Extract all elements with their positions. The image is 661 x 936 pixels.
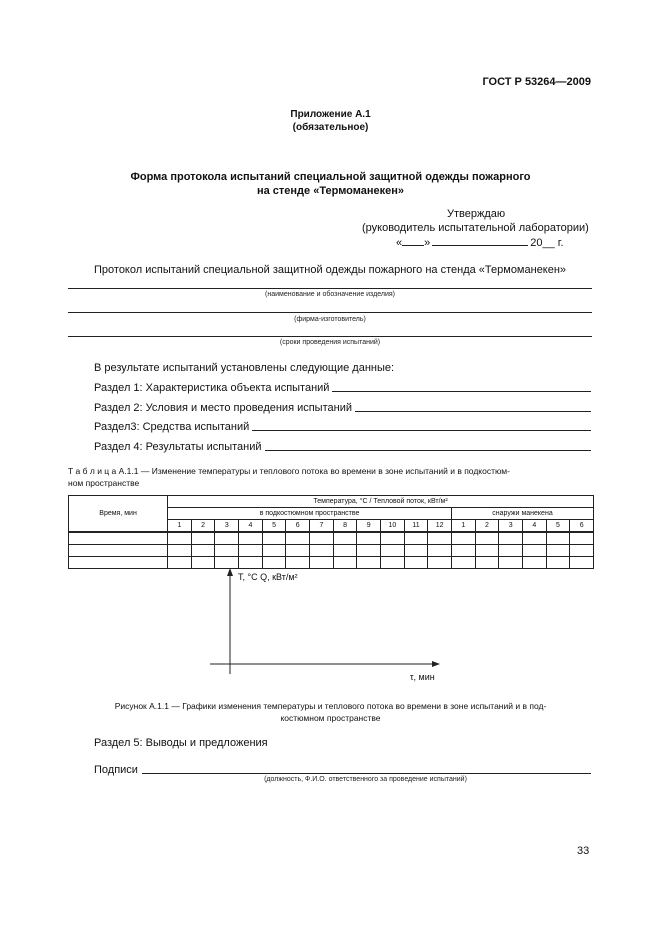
col-header: 1 xyxy=(168,520,192,533)
table-caption-text: — Изменение температуры и теплового потока во времени в зоне испытаний и в подкостюм- xyxy=(138,466,510,476)
date-year: 20__ г. xyxy=(530,237,564,249)
y-axis-label: T, °C Q, кВт/м² xyxy=(238,572,298,582)
section-1-label: Раздел 1: Характеристика объекта испытаний xyxy=(94,382,330,394)
conclusions-title: Раздел 5: Выводы и предложения xyxy=(94,737,268,749)
manufacturer-caption: (фирма-изготовитель) xyxy=(294,316,366,323)
outside-header: снаружи манекена xyxy=(452,508,594,520)
section-4-field[interactable] xyxy=(265,450,591,451)
section-4-label: Раздел 4: Результаты испытаний xyxy=(94,441,262,453)
data-table xyxy=(68,495,594,569)
test-dates-field[interactable] xyxy=(68,336,592,337)
product-name-caption: (наименование и обозначение изделия) xyxy=(265,291,395,298)
figure-caption-line2: костюмном пространстве xyxy=(280,713,381,723)
col-header: 7 xyxy=(310,520,334,533)
signature-field[interactable] xyxy=(142,773,591,774)
table-caption xyxy=(68,465,598,489)
section-3-label: Раздел3: Средства испытаний xyxy=(94,421,250,433)
test-dates-caption: (сроки проведения испытаний) xyxy=(279,339,381,346)
section-1-row xyxy=(94,382,591,394)
table-row xyxy=(69,532,594,545)
table-caption-label: Т а б л и ц а А.1.1 xyxy=(68,466,139,476)
approve-label: Утверждаю xyxy=(447,208,506,220)
col-header: 3 xyxy=(499,520,523,533)
figure-caption-line1: Рисунок А.1.1 — Графики изменения температуры и теплового потока во времени в зоне испытаний и в под- xyxy=(114,701,547,711)
form-title xyxy=(0,170,661,198)
col-header: 10 xyxy=(381,520,405,533)
col-header: 8 xyxy=(333,520,357,533)
section-3-field[interactable] xyxy=(252,430,591,431)
col-header: 3 xyxy=(215,520,239,533)
annex-heading xyxy=(0,108,661,134)
x-axis-label: τ, мин xyxy=(410,672,435,682)
approver-caption: (руководитель испытательной лаборатории) xyxy=(362,222,589,234)
product-name-field[interactable] xyxy=(68,288,592,289)
x-axis-arrow xyxy=(432,661,440,667)
time-header: Время, мин xyxy=(69,496,168,533)
section-2-field[interactable] xyxy=(355,411,591,412)
date-month-field[interactable] xyxy=(432,245,528,246)
approval-date xyxy=(396,237,564,249)
col-header: 4 xyxy=(239,520,263,533)
section-3-row xyxy=(94,421,591,433)
standard-number: ГОСТ Р 53264—2009 xyxy=(482,76,591,88)
figure-caption xyxy=(60,700,601,724)
section-2-row xyxy=(94,402,591,414)
col-header: 5 xyxy=(262,520,286,533)
form-title-line1: Форма протокола испытаний специальной защитной одежды пожарного xyxy=(130,171,531,183)
col-header: 9 xyxy=(357,520,381,533)
date-open-quote: « xyxy=(396,237,403,249)
manufacturer-field[interactable] xyxy=(68,312,592,313)
col-header: 1 xyxy=(452,520,476,533)
col-header: 2 xyxy=(191,520,215,533)
col-header: 2 xyxy=(475,520,499,533)
y-axis-arrow xyxy=(227,568,233,576)
date-day-field[interactable] xyxy=(402,245,424,246)
main-header: Температура, °С / Тепловой поток, кВт/м² xyxy=(168,496,594,508)
protocol-title: Протокол испытаний специальной защитной одежды пожарного на стенда «Термоманекен» xyxy=(94,264,567,276)
annex-title: Приложение А.1 xyxy=(290,109,371,120)
section-2-label: Раздел 2: Условия и место проведения испытаний xyxy=(94,402,352,414)
page-number: 33 xyxy=(577,845,590,857)
signatures-row xyxy=(94,764,591,776)
col-header: 6 xyxy=(286,520,310,533)
col-header: 4 xyxy=(522,520,546,533)
table-caption-line2: ном пространстве xyxy=(68,478,140,488)
col-header: 5 xyxy=(546,520,570,533)
date-close-quote: » xyxy=(424,237,431,249)
section-4-row xyxy=(94,441,591,453)
signatures-caption: (должность, Ф.И.О. ответственного за проведение испытаний) xyxy=(264,776,467,783)
col-header: 12 xyxy=(428,520,452,533)
col-header: 6 xyxy=(570,520,594,533)
section-1-field[interactable] xyxy=(332,391,591,392)
form-title-line2: на стенде «Термоманекен» xyxy=(256,185,405,197)
signatures-label: Подписи xyxy=(94,764,138,776)
table-row xyxy=(69,545,594,557)
col-header: 11 xyxy=(404,520,428,533)
graph-axes xyxy=(200,566,450,678)
inside-header: в подкостюмном пространстве xyxy=(168,508,452,520)
results-intro: В результате испытаний установлены следующие данные: xyxy=(94,362,395,374)
annex-note: (обязательное) xyxy=(292,122,369,133)
